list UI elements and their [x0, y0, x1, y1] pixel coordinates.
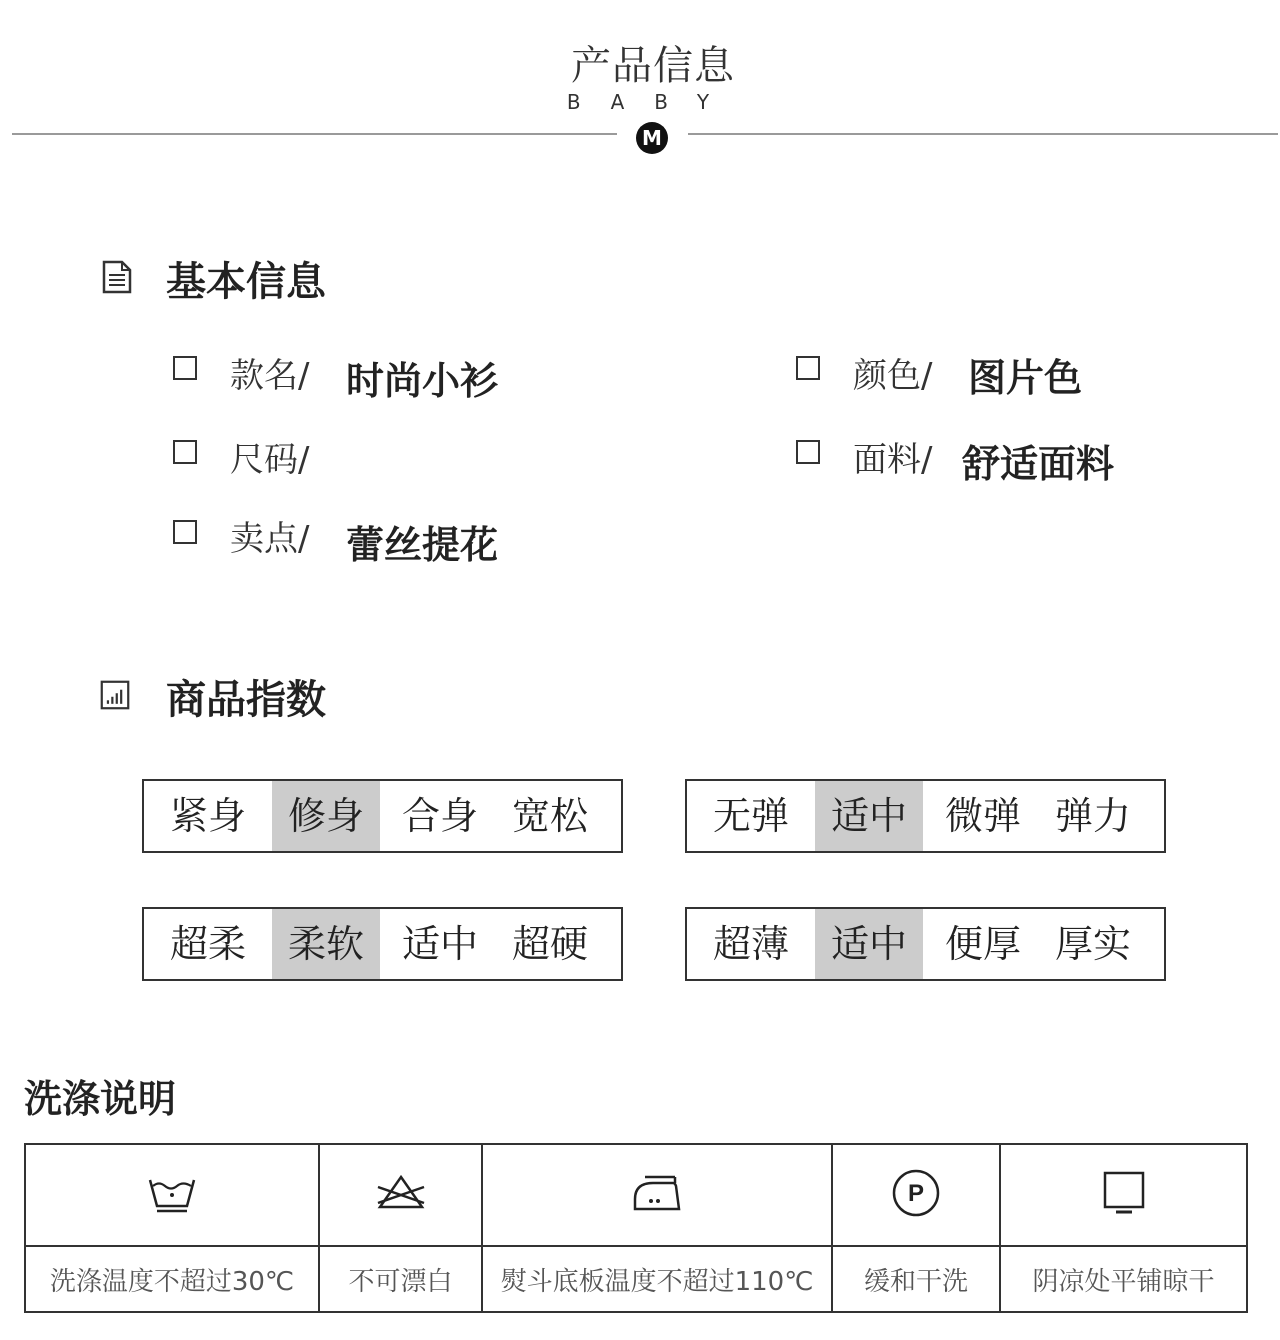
document-icon: [102, 260, 132, 294]
thickness-option-thickish: 便厚: [944, 922, 1021, 966]
brand-logo: M: [636, 122, 668, 154]
thickness-option-thick: 厚实: [1054, 922, 1131, 966]
softness-option-soft: 柔软: [272, 909, 380, 979]
page-subtitle: BABY: [566, 90, 740, 114]
bar-chart-icon: [100, 678, 130, 712]
checkbox-color: [796, 356, 820, 380]
elasticity-option-stretch: 弹力: [1054, 794, 1131, 838]
thickness-option-super-thin: 超薄: [712, 922, 789, 966]
fit-option-loose: 宽松: [511, 794, 588, 838]
size-label: 尺码/: [230, 440, 310, 480]
checkbox-style-name: [173, 356, 197, 380]
dry-clean-text: 缓和干洗: [832, 1246, 1000, 1312]
style-name-value: 时尚小衫: [346, 359, 499, 403]
no-bleach-icon: [374, 1173, 428, 1213]
product-index-heading: 商品指数: [166, 677, 326, 723]
checkbox-fabric: [796, 440, 820, 464]
style-name-label: 款名/: [230, 356, 310, 396]
color-value: 图片色: [968, 356, 1083, 400]
basic-info-heading: 基本信息: [166, 259, 326, 305]
fit-option-tight: 紧身: [169, 794, 246, 838]
bleach-icon-cell: [319, 1144, 482, 1246]
thickness-scale: [685, 907, 1166, 981]
wash-tub-icon: [147, 1172, 197, 1214]
color-label: 颜色/: [853, 356, 933, 396]
wash-heading: 洗涤说明: [24, 1077, 177, 1121]
checkbox-selling-point: [173, 520, 197, 544]
softness-option-super-soft: 超柔: [169, 922, 246, 966]
dry-icon-cell: [1000, 1144, 1247, 1246]
fit-scale: [142, 779, 623, 853]
elasticity-option-slight: 微弹: [944, 794, 1021, 838]
fabric-label: 面料/: [853, 440, 933, 480]
dry-text: 阴凉处平铺晾干: [1000, 1246, 1247, 1312]
softness-option-medium: 适中: [401, 922, 478, 966]
selling-point-value: 蕾丝提花: [346, 523, 499, 567]
checkbox-size: [173, 440, 197, 464]
wash-icon-cell: [25, 1144, 319, 1246]
softness-option-hard: 超硬: [511, 922, 588, 966]
iron-icon-cell: [482, 1144, 832, 1246]
iron-text: 熨斗底板温度不超过110℃: [482, 1246, 832, 1312]
elasticity-option-none: 无弹: [712, 794, 789, 838]
elasticity-scale: [685, 779, 1166, 853]
softness-scale: [142, 907, 623, 981]
dry-flat-shade-icon: [1102, 1170, 1146, 1216]
selling-point-label: 卖点/: [230, 519, 310, 559]
wash-table: [24, 1143, 1248, 1313]
thickness-option-medium: 适中: [815, 909, 923, 979]
dry-clean-p-icon: [891, 1168, 941, 1218]
fit-option-slim: 修身: [272, 781, 380, 851]
fit-option-regular: 合身: [401, 794, 478, 838]
header-divider-right: [688, 133, 1278, 135]
iron-icon: [631, 1173, 683, 1213]
svg-text:P: P: [907, 1180, 925, 1207]
elasticity-option-medium: 适中: [815, 781, 923, 851]
header-divider-left: [12, 133, 617, 135]
dry-clean-icon-cell: [832, 1144, 1000, 1246]
page-title: 产品信息: [571, 43, 735, 89]
bleach-text: 不可漂白: [319, 1246, 482, 1312]
fabric-value: 舒适面料: [962, 442, 1115, 486]
wash-text: 洗涤温度不超过30℃: [25, 1246, 319, 1312]
